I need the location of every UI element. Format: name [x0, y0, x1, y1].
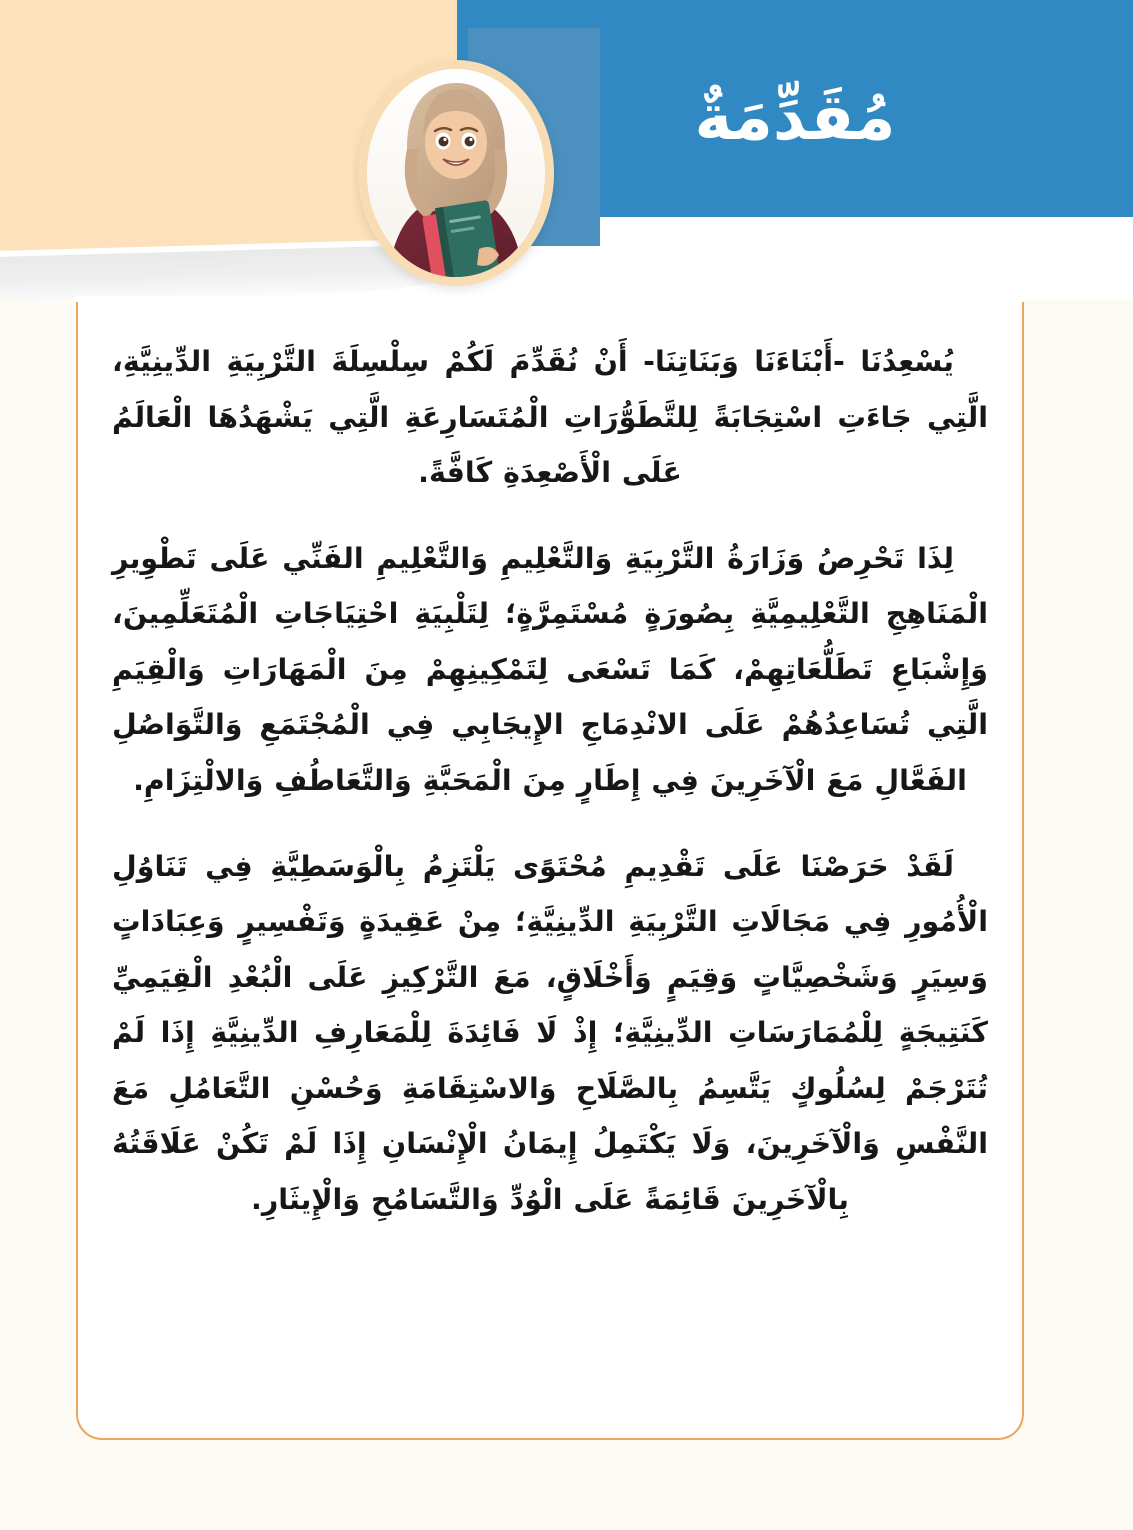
paragraph-2: لِذَا تَحْرِصُ وَزَارَةُ التَّرْبِيَةِ وَالتَّعْلِيمِ وَالتَّعْلِيمِ الفَنِّي عَلَى تَطْوِيرِ الْمَنَاهِجِ التَّعْلِيمِيَّةِ بِصُورَةٍ مُسْتَمِرَّةٍ؛ لِتَلْبِيَةِ احْتِيَاجَاتِ الْمُتَعَلِّمِينَ، وَإِشْبَاعِ تَطَلُّعَاتِهِمْ، كَمَا تَسْعَى لِتَمْكِينِهِمْ مِنَ الْمَهَارَاتِ وَالْقِيَمِ الَّتِي تُسَاعِدُهُمْ عَلَى الانْدِمَاجِ الإِيجَابِي فِي الْمُجْتَمَعِ وَالتَّوَاصُلِ الفَعَّالِ مَعَ الْآخَرِينَ فِي إِطَارٍ مِنَ الْمَحَبَّةِ وَالتَّعَاطُفِ وَالالْتِزَامِ.	[112, 541, 988, 797]
card-top-mask	[76, 296, 1024, 302]
paragraph-3: لَقَدْ حَرَصْنَا عَلَى تَقْدِيمِ مُحْتَوًى يَلْتَزِمُ بِالْوَسَطِيَّةِ فِي تَنَاوُلِ الْأُمُورِ فِي مَجَالَاتِ التَّرْبِيَةِ الدِّينِيَّةِ؛ مِنْ عَقِيدَةٍ وَتَفْسِيرٍ وَعِبَادَاتٍ وَسِيَرٍ وَشَخْصِيَّاتٍ وَقِيَمٍ وَأَخْلَاقٍ، مَعَ التَّرْكِيزِ عَلَى الْبُعْدِ الْقِيَمِيِّ كَنَتِيجَةٍ لِلْمُمَارَسَاتِ الدِّينِيَّةِ؛ إِذْ لَا فَائِدَةَ لِلْمَعَارِفِ الدِّينِيَّةِ إِذَا لَمْ تُتَرْجَمْ لِسُلُوكٍ يَتَّسِمُ بِالصَّلَاحِ وَالاسْتِقَامَةِ وَحُسْنِ التَّعَامُلِ مَعَ النَّفْسِ وَالْآخَرِينَ، وَلَا يَكْتَمِلُ إِيمَانُ الْإِنْسَانِ إِذَا لَمْ تَكُنْ عَلَاقَتُهُ بِالْآخَرِينَ قَائِمَةً عَلَى الْوُدِّ وَالتَّسَامُحِ وَالْإِيثَارِ.	[112, 849, 988, 1216]
page-title: مُقَدِّمَةٌ	[694, 81, 896, 155]
avatar	[358, 60, 554, 286]
avatar-photo-frame	[367, 69, 545, 277]
right-margin-strip	[1024, 300, 1133, 1440]
paragraph-1: يُسْعِدُنَا -أَبْنَاءَنَا وَبَنَاتِنَا- أَنْ نُقَدِّمَ لَكُمْ سِلْسِلَةَ التَّرْبِيَةِ الدِّينِيَّةِ، الَّتِي جَاءَتِ اسْتِجَابَةً لِلتَّطَوُّرَاتِ الْمُتَسَارِعَةِ الَّتِي يَشْهَدُهَا الْعَالَمُ عَلَى الْأَصْعِدَةِ كَافَّةً.	[112, 345, 988, 490]
student-girl-illustration-icon	[367, 69, 545, 277]
content-card	[76, 300, 1024, 1440]
bottom-margin-strip	[0, 1440, 1133, 1530]
left-margin-strip	[0, 300, 76, 1440]
content-body	[112, 334, 988, 1410]
page-header	[0, 0, 1133, 300]
